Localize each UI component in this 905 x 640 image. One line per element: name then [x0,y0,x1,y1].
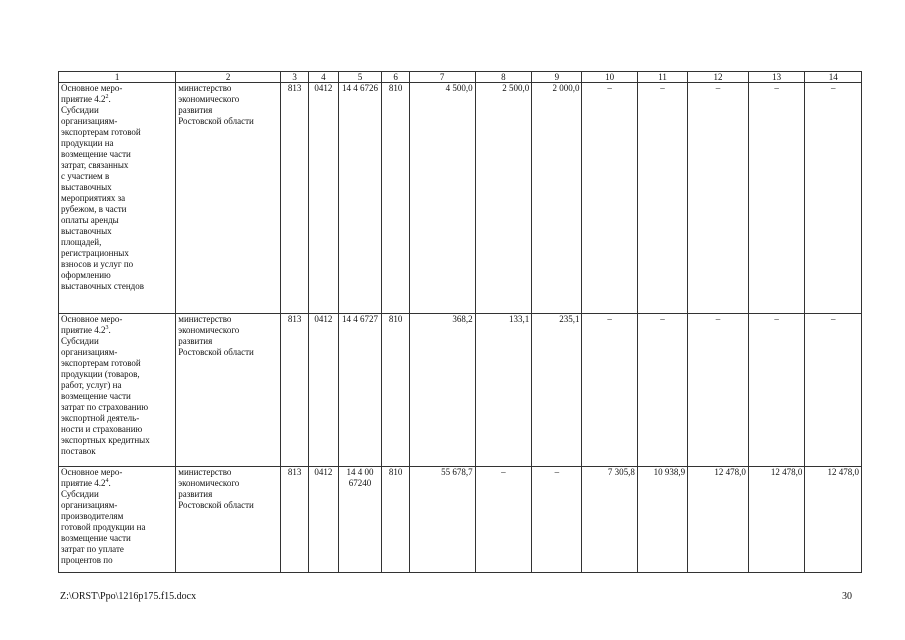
amount-cell: 235,1 [532,314,582,467]
vr-cell: 810 [382,314,409,467]
activity-title-rest: . Субсидии организациям- экспортерам готовой продукции (товаров, работ, услуг) на возмещение части затрат по страхованию экспортной деятель- ности и страхованию экспортных кредитных поставок [61,325,150,456]
amount-cell: – [637,83,687,314]
header-cell: 2 [176,72,281,83]
header-cell: 3 [280,72,308,83]
header-cell: 8 [475,72,532,83]
amount-cell: – [748,314,805,467]
amount-cell: – [805,83,862,314]
header-cell: 13 [748,72,805,83]
executor-cell: министерство экономического развития Ростовской области [176,467,281,573]
table-row [59,83,862,314]
amount-cell: 4 500,0 [409,83,475,314]
header-row [59,72,862,83]
activity-title-start: Основное меро- приятие 4.2 [61,467,123,488]
amount-cell: – [582,83,637,314]
amount-cell: – [532,467,582,573]
activity-title-start: Основное меро- приятие 4.2 [61,83,123,104]
page-number: 30 [842,591,852,602]
csr-cell: 14 4 6726 [338,83,382,314]
header-cell: 4 [309,72,338,83]
amount-cell: 368,2 [409,314,475,467]
amount-cell: – [688,83,749,314]
activity-footnote-mark: 4 [105,478,109,484]
rzpr-cell: 0412 [309,467,338,573]
grbs-cell: 813 [280,314,308,467]
amount-cell: – [805,314,862,467]
budget-table [58,71,862,573]
amount-cell: 2 000,0 [532,83,582,314]
amount-cell: – [688,314,749,467]
header-cell: 11 [637,72,687,83]
activity-cell [59,314,176,467]
header-cell: 5 [338,72,382,83]
header-cell: 14 [805,72,862,83]
amount-cell: 12 478,0 [688,467,749,573]
table-row [59,314,862,467]
grbs-cell: 813 [280,83,308,314]
amount-cell: – [637,314,687,467]
activity-title-rest: . Субсидии организациям- производителям готовой продукции на возмещение части затрат по уплате процентов по [61,478,146,565]
amount-cell: 2 500,0 [475,83,532,314]
activity-footnote-mark: 3 [105,325,109,331]
activity-title-rest: . Субсидии организациям- экспортерам готовой продукции на возмещение части затрат, связанных с участием в выставочных мероприятиях за рубежом, в части оплаты аренды выставочных площадей, регистрационных взносов и услуг по оформлению выставочных стендов [61,94,144,291]
rzpr-cell: 0412 [309,83,338,314]
vr-cell: 810 [382,83,409,314]
header-cell: 1 [59,72,176,83]
amount-cell: – [475,467,532,573]
amount-cell: 10 938,9 [637,467,687,573]
vr-cell: 810 [382,467,409,573]
amount-cell: – [748,83,805,314]
rzpr-cell: 0412 [309,314,338,467]
amount-cell: 133,1 [475,314,532,467]
amount-cell: – [582,314,637,467]
amount-cell: 12 478,0 [805,467,862,573]
header-cell: 6 [382,72,409,83]
grbs-cell: 813 [280,467,308,573]
activity-cell [59,83,176,314]
header-cell: 12 [688,72,749,83]
file-path: Z:\ORST\Ppo\1216p175.f15.docx [60,591,197,602]
header-cell: 9 [532,72,582,83]
activity-cell [59,467,176,573]
amount-cell: 55 678,7 [409,467,475,573]
activity-title-start: Основное меро- приятие 4.2 [61,314,123,335]
executor-cell: министерство экономического развития Ростовской области [176,83,281,314]
table-row [59,467,862,573]
activity-footnote-mark: 2 [105,94,109,100]
amount-cell: 12 478,0 [748,467,805,573]
header-cell: 7 [409,72,475,83]
csr-cell: 14 4 6727 [338,314,382,467]
csr-cell: 14 4 00 67240 [338,467,382,573]
amount-cell: 7 305,8 [582,467,637,573]
executor-cell: министерство экономического развития Ростовской области [176,314,281,467]
header-cell: 10 [582,72,637,83]
